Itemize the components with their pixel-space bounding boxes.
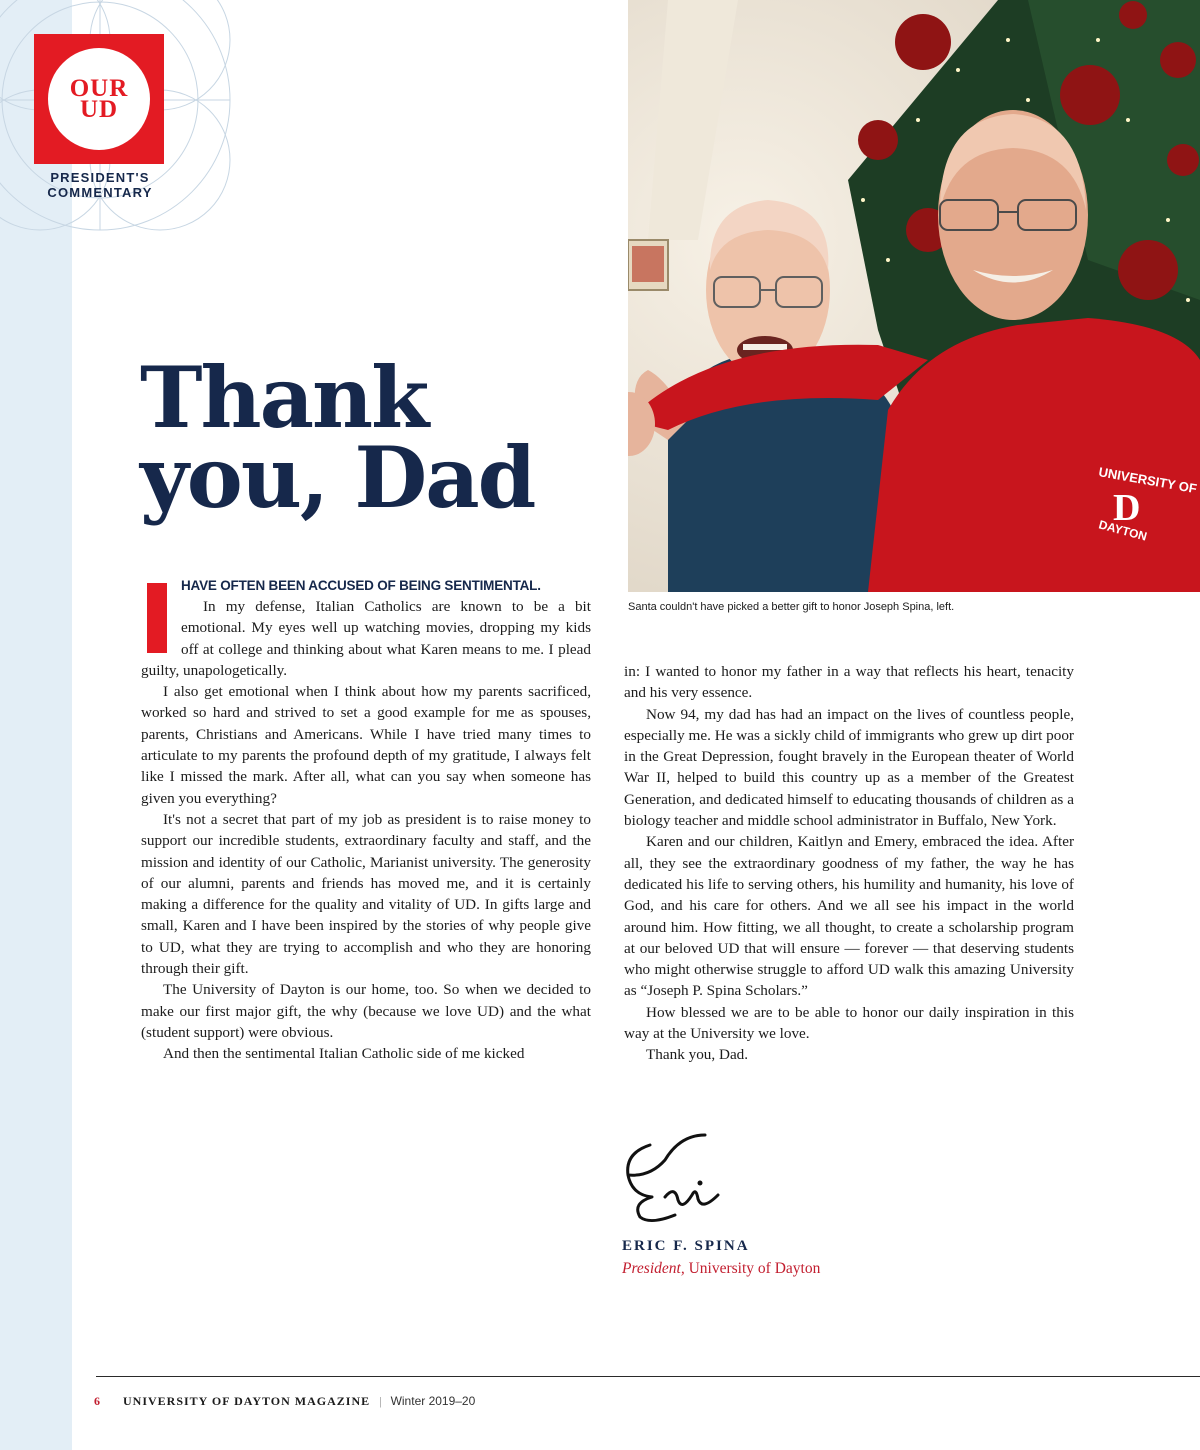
shirt-text-top: UNIVERSITY OF [1097,464,1199,497]
badge-text: OUR UD [69,75,129,123]
section-kicker: PRESIDENT'S COMMENTARY [47,170,153,200]
paragraph: The University of Dayton is our home, too. So when we decided to make our first major gift, the why (because we love UD) and the what (student support) were obvious. [141,981,591,1041]
lead-in: HAVE OFTEN BEEN ACCUSED OF BEING SENTIMENTAL. [181,578,541,593]
paragraph: Karen and our children, Kaitlyn and Emery, embraced the idea. After all, they see the extraordinary goodness of my father, the way he has dedicated his life to serving others, his humility and humanity, his love of God, and his care for others. And we all see his impact in the world around him. How fitting, we all thought, to create a scholarship program at our beloved UD that will ensure — forever — that deserving students who might otherwise struggle to afford UD walk this amazing University as “Joseph P. Spina Scholars.” [624,833,1074,1000]
headline-line-2: you, Dad [140,428,535,527]
article-column-1 [141,575,591,1065]
article-photo [628,0,1200,592]
author-role: President, [622,1260,685,1277]
our-ud-badge [34,34,164,164]
signature [620,1125,730,1230]
shirt-text-bottom: DAYTON [1097,517,1149,544]
author-title [622,1260,820,1278]
paragraph: It's not a secret that part of my job as president is to raise money to support our incredible students, extraordinary faculty and staff, and the mission and identity of our Catholic, Marianist university. The generosity of our alumni, parents and friends has moved me, and it is certainly making a difference for the quality and vitality of UD. In gifts large and small, Karen and I have been inspired by the stories of why people give to UD, what they are trying to accomplish and who they are honoring through their gift. [141,810,591,978]
page-footer [94,1394,475,1409]
paragraph: How blessed we are to be able to honor our daily inspiration in this way at the University we love. [624,1003,1074,1043]
headline-line-1: Thank [140,348,428,447]
paragraph: And then the sentimental Italian Catholic side of me kicked [163,1045,525,1063]
article-column-2 [624,661,1074,1066]
author-org: University of Dayton [688,1260,821,1277]
shirt-logo: D [1113,487,1141,529]
headline [140,348,535,527]
magazine-name: UNIVERSITY OF DAYTON MAGAZINE [123,1394,371,1408]
badge-circle [48,48,150,150]
paragraph: I also get emotional when I think about how my parents sacrificed, worked so hard and strived to set a good example for me as spouses, parents, Christians and Americans. While I have tried many times to articulate to my parents the profound depth of my gratitude, I always felt like I missed the mark. After all, what can you say when someone has given you everything? [141,683,591,807]
paragraph: Now 94, my dad has had an impact on the lives of countless people, especially me. He was a sickly child of immigrants who grew up dirt poor in the Great Depression, fought bravely in the European theater of World War II, helped to build this country up as a member of the Greatest Generation, and dedicated himself to educating thousands of children as a biology teacher and middle school administrator in Buffalo, New York. [624,705,1074,830]
footer-rule [96,1376,1200,1377]
paragraph: Thank you, Dad. [646,1046,749,1064]
issue-date: Winter 2019–20 [390,1394,476,1408]
footer-separator: | [379,1394,382,1408]
photo-caption: Santa couldn't have picked a better gift to honor Joseph Spina, left. [628,601,955,613]
paragraph: In my defense, Italian Catholics are known to be a bit emotional. My eyes well up watching movies, dropping my kids off at college and thinking about what Karen means to me. I plead guilty, unapologetically. [141,598,591,679]
page-number: 6 [94,1394,100,1408]
paragraph-continuation: in: I wanted to honor my father in a way that reflects his heart, tenacity and his very essence. [624,663,1074,702]
author-name: ERIC F. SPINA [622,1238,750,1254]
drop-cap [147,583,167,653]
